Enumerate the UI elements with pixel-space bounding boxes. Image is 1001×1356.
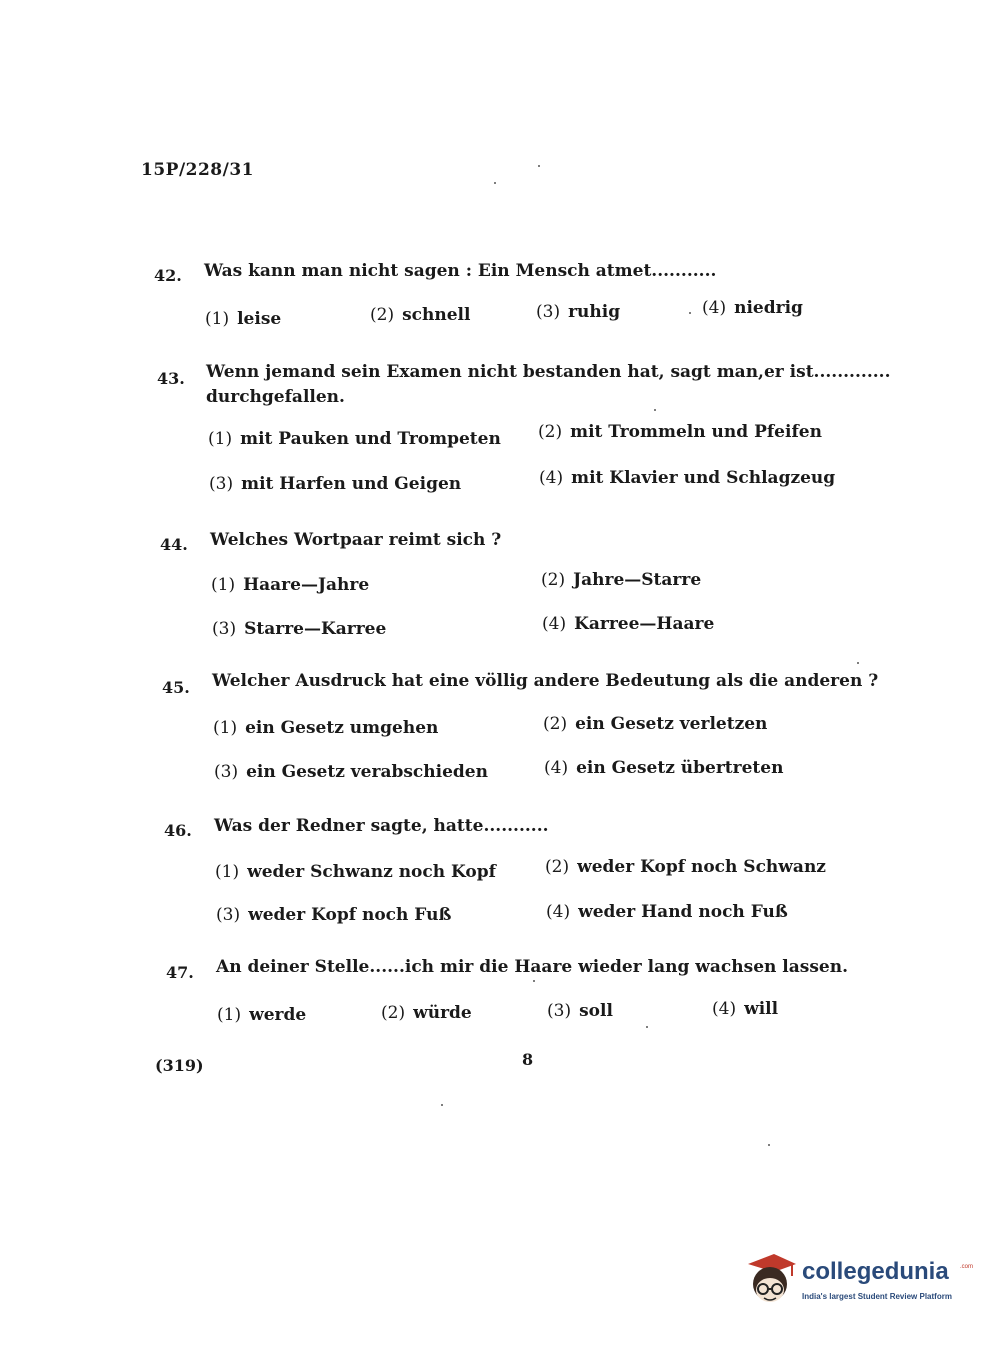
option-text: ein Gesetz übertreten bbox=[576, 758, 784, 778]
option-number: (2) bbox=[538, 422, 563, 442]
q47-option-4 bbox=[712, 999, 778, 1019]
paper-code: 15P/228/31 bbox=[141, 160, 255, 180]
option-number: (1) bbox=[208, 429, 233, 449]
q45-option-2 bbox=[543, 714, 767, 734]
q45-option-3 bbox=[214, 762, 488, 782]
option-number: (3) bbox=[212, 619, 237, 639]
option-text: mit Pauken und Trompeten bbox=[240, 429, 501, 449]
option-text: ein Gesetz verletzen bbox=[575, 714, 768, 734]
collegedunia-logo bbox=[744, 1252, 974, 1312]
question-45-text: Welcher Ausdruck hat eine völlig andere Bedeutung als die anderen ? bbox=[212, 671, 879, 691]
q44-option-1 bbox=[211, 575, 369, 595]
option-number: (4) bbox=[546, 902, 571, 922]
footer-code: (319) bbox=[155, 1056, 204, 1075]
page-number: 8 bbox=[522, 1050, 534, 1069]
question-42-number: 42. bbox=[154, 266, 182, 285]
option-text: weder Hand noch Fuß bbox=[578, 902, 788, 922]
option-number: (3) bbox=[216, 905, 241, 925]
option-number: (1) bbox=[205, 309, 230, 329]
question-43-number: 43. bbox=[157, 369, 185, 388]
scan-speck bbox=[857, 662, 859, 664]
q45-option-4 bbox=[544, 758, 783, 778]
option-number: (2) bbox=[370, 305, 395, 325]
option-number: (4) bbox=[544, 758, 569, 778]
option-text: weder Kopf noch Schwanz bbox=[577, 857, 826, 877]
option-text: ein Gesetz umgehen bbox=[245, 718, 439, 738]
question-46-text: Was der Redner sagte, hatte........... bbox=[214, 816, 549, 836]
q42-option-3 bbox=[536, 302, 620, 322]
q43-option-3 bbox=[209, 474, 461, 494]
option-text: niedrig bbox=[734, 298, 803, 318]
option-number: (3) bbox=[209, 474, 234, 494]
option-text: Karree—Haare bbox=[574, 614, 715, 634]
brand-name: collegedunia bbox=[802, 1258, 949, 1285]
q45-option-1 bbox=[213, 718, 438, 738]
option-text: Haare—Jahre bbox=[243, 575, 370, 595]
question-47-number: 47. bbox=[166, 963, 194, 982]
q43-option-2 bbox=[538, 422, 822, 442]
option-number: (2) bbox=[541, 570, 566, 590]
q46-option-3 bbox=[216, 905, 451, 925]
question-43-text-line2: durchgefallen. bbox=[206, 387, 345, 407]
option-text: schnell bbox=[402, 305, 471, 325]
question-43-text-line1: Wenn jemand sein Examen nicht bestanden hat, sagt man,er ist............. bbox=[206, 362, 891, 382]
scan-speck bbox=[533, 980, 535, 982]
brand-suffix: .com bbox=[960, 1264, 974, 1270]
option-number: (1) bbox=[215, 862, 240, 882]
option-number: (4) bbox=[539, 468, 564, 488]
option-text: soll bbox=[579, 1001, 613, 1021]
q47-option-1 bbox=[217, 1005, 306, 1025]
question-47-text: An deiner Stelle......ich mir die Haare wieder lang wachsen lassen. bbox=[216, 957, 848, 977]
q44-option-3 bbox=[212, 619, 386, 639]
option-text: mit Harfen und Geigen bbox=[241, 474, 462, 494]
mascot-icon bbox=[744, 1252, 798, 1308]
question-46-number: 46. bbox=[164, 821, 192, 840]
scan-speck bbox=[689, 312, 691, 314]
option-text: ein Gesetz verabschieden bbox=[246, 762, 488, 782]
option-number: (3) bbox=[536, 302, 561, 322]
option-number: (4) bbox=[712, 999, 737, 1019]
q46-option-2 bbox=[545, 857, 826, 877]
q44-option-2 bbox=[541, 570, 701, 590]
q47-option-3 bbox=[547, 1001, 613, 1021]
scan-speck bbox=[654, 409, 656, 411]
question-42-text: Was kann man nicht sagen : Ein Mensch atmet........... bbox=[204, 261, 717, 281]
scan-speck bbox=[646, 1026, 648, 1028]
option-number: (1) bbox=[213, 718, 238, 738]
question-44-text: Welches Wortpaar reimt sich ? bbox=[210, 530, 502, 550]
option-number: (3) bbox=[214, 762, 239, 782]
question-45-number: 45. bbox=[162, 678, 190, 697]
option-text: werde bbox=[249, 1005, 307, 1025]
option-text: weder Kopf noch Fuß bbox=[248, 905, 452, 925]
q43-option-4 bbox=[539, 468, 835, 488]
q46-option-1 bbox=[215, 862, 496, 882]
option-text: Starre—Karree bbox=[244, 619, 387, 639]
brand-tagline: India's largest Student Review Platform bbox=[802, 1292, 952, 1301]
option-text: Jahre—Starre bbox=[573, 570, 702, 590]
option-number: (4) bbox=[542, 614, 567, 634]
option-number: (1) bbox=[217, 1005, 242, 1025]
q44-option-4 bbox=[542, 614, 714, 634]
option-text: mit Klavier und Schlagzeug bbox=[571, 468, 836, 488]
option-number: (2) bbox=[381, 1003, 406, 1023]
q46-option-4 bbox=[546, 902, 788, 922]
option-number: (4) bbox=[702, 298, 727, 318]
option-text: leise bbox=[237, 309, 282, 329]
q42-option-4 bbox=[702, 298, 803, 318]
option-text: will bbox=[744, 999, 779, 1019]
option-number: (1) bbox=[211, 575, 236, 595]
option-text: würde bbox=[413, 1003, 472, 1023]
option-text: mit Trommeln und Pfeifen bbox=[570, 422, 822, 442]
option-number: (3) bbox=[547, 1001, 572, 1021]
q42-option-1 bbox=[205, 309, 281, 329]
q42-option-2 bbox=[370, 305, 470, 325]
question-44-number: 44. bbox=[160, 535, 188, 554]
scan-speck bbox=[441, 1104, 443, 1106]
scan-speck bbox=[768, 1144, 770, 1146]
q43-option-1 bbox=[208, 429, 501, 449]
scan-speck bbox=[538, 165, 540, 167]
option-text: ruhig bbox=[568, 302, 621, 322]
option-number: (2) bbox=[545, 857, 570, 877]
option-text: weder Schwanz noch Kopf bbox=[247, 862, 496, 882]
option-number: (2) bbox=[543, 714, 568, 734]
q47-option-2 bbox=[381, 1003, 472, 1023]
scan-speck bbox=[494, 182, 496, 184]
